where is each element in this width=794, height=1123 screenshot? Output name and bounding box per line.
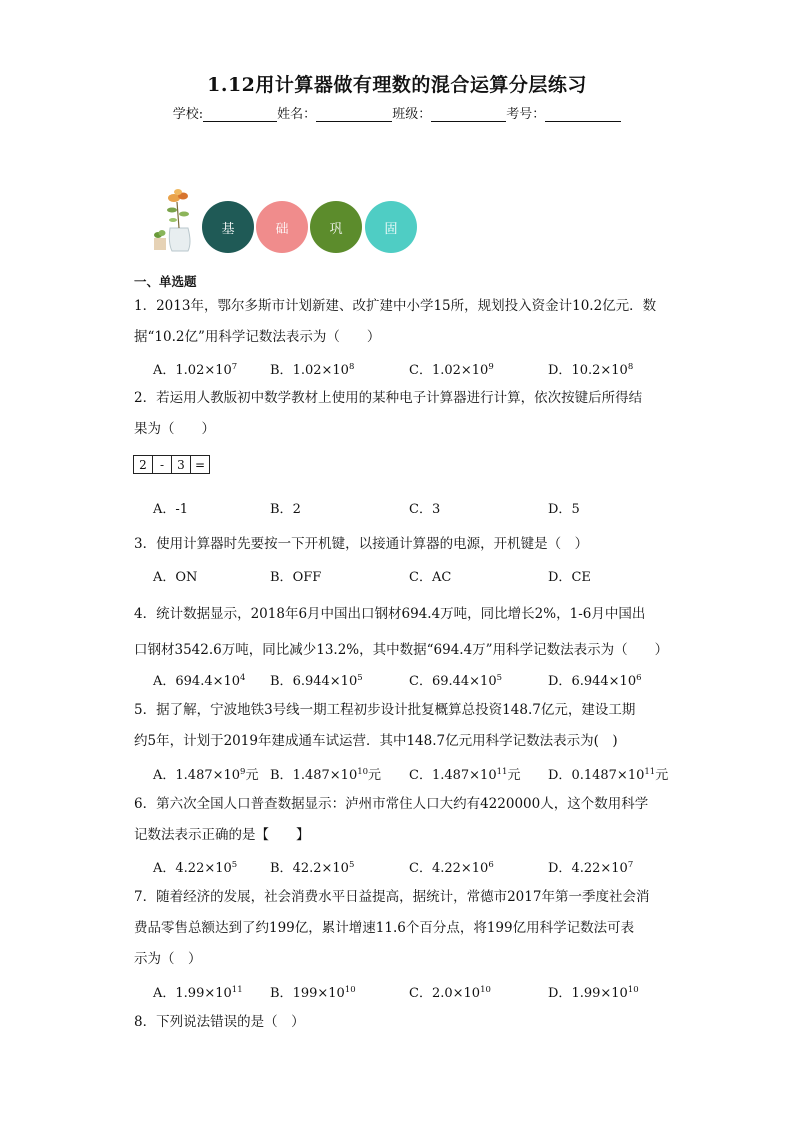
question-1: [134, 291, 664, 353]
question-7-options: [153, 982, 673, 1002]
option-b[interactable]: B．2: [270, 502, 301, 517]
banner-circle-gu: 固: [365, 201, 417, 253]
question-3: [134, 529, 664, 560]
option-c[interactable]: C．$4.22\times 10^6$: [409, 860, 494, 876]
question-5: [134, 695, 664, 757]
question-line: 6．第六次全国人口普查数据显示：泸州市常住人口大约有4220000人，这个数用科学: [134, 796, 649, 812]
option-c[interactable]: C．$1.487\times 10^{11}$元: [409, 767, 521, 783]
option-a[interactable]: A．$1.487\times 10^9$元: [153, 767, 259, 783]
field-name-blank[interactable]: [316, 107, 392, 122]
question-4-options: [153, 670, 673, 690]
option-a[interactable]: A．$4.22\times 10^5$: [153, 860, 238, 876]
question-line: 4．统计数据显示，2018年6月中国出口钢材694.4万吨，同比增长2%，1-6月中国出: [134, 606, 646, 622]
option-b[interactable]: B．$6.944\times 10^5$: [270, 673, 363, 689]
option-c[interactable]: C．$2.0\times 10^{10}$: [409, 985, 491, 1001]
question-line: 1．2013年，鄂尔多斯市计划新建、改扩建中小学15所，规划投入资金计10.2亿元．数: [134, 298, 657, 314]
calculator-key: 2: [133, 455, 153, 474]
option-c[interactable]: C．$69.44\times 10^5$: [409, 673, 503, 689]
option-c[interactable]: C．3: [409, 502, 441, 517]
question-5-options: [153, 764, 673, 784]
calculator-key: =: [190, 455, 210, 474]
question-4: [134, 596, 669, 668]
question-line: 记数法表示正确的是【 】: [134, 827, 310, 843]
question-line: 费品零售总额达到了约199亿，累计增速11.6个百分点，将199亿用科学记数法可表: [134, 920, 635, 936]
field-school-label: 学校:: [172, 107, 204, 122]
question-8: [134, 1007, 664, 1038]
question-line: 约5年，计划于2019年建成通车试运营．其中148.7亿元用科学记数法表示为( ): [134, 733, 618, 749]
option-a[interactable]: A．$1.99\times 10^{11}$: [153, 985, 243, 1001]
field-class-blank[interactable]: [431, 107, 506, 122]
question-6-options: [153, 857, 673, 877]
option-d[interactable]: D．$1.99\times 10^{10}$: [548, 985, 639, 1001]
question-2: [134, 383, 664, 445]
option-d[interactable]: D．$10.2\times 10^8$: [548, 362, 634, 378]
student-info-line: [0, 103, 794, 122]
option-b[interactable]: B．$1.02\times 10^8$: [270, 362, 355, 378]
option-d[interactable]: D．$6.944\times 10^6$: [548, 673, 642, 689]
option-c[interactable]: C．$1.02\times 10^9$: [409, 362, 494, 378]
option-a[interactable]: A．ON: [153, 570, 198, 585]
option-a[interactable]: A．-1: [153, 502, 189, 517]
question-line: 5．据了解，宁波地铁3号线一期工程初步设计批复概算总投资148.7亿元，建设工期: [134, 702, 636, 718]
option-c[interactable]: C．AC: [409, 570, 452, 585]
option-b[interactable]: B．$1.487\times 10^{10}$元: [270, 767, 382, 783]
page-title: 1.12用计算器做有理数的混合运算分层练习: [207, 74, 587, 96]
question-line: 口钢材3542.6万吨，同比减少13.2%，其中数据“694.4万”用科学记数法表示为（ ）: [134, 642, 669, 658]
potted-plant-icon: [150, 188, 196, 254]
field-school-blank[interactable]: [203, 107, 277, 122]
question-line: 示为（ ）: [134, 951, 202, 967]
option-b[interactable]: B．OFF: [270, 570, 322, 585]
banner-circle-ji: 基: [202, 201, 254, 253]
question-line: 据“10.2亿”用科学记数法表示为（ ）: [134, 329, 381, 345]
calculator-key: -: [152, 455, 172, 474]
field-exam-no-blank[interactable]: [545, 107, 621, 122]
question-6: [134, 789, 664, 851]
question-line: 2．若运用人教版初中数学教材上使用的某种电子计算器进行计算，依次按键后所得结: [134, 390, 643, 406]
option-b[interactable]: B．$42.2\times 10^5$: [270, 860, 355, 876]
option-a[interactable]: A．$694.4\times 10^4$: [153, 673, 246, 689]
option-a[interactable]: A．$1.02\times 10^7$: [153, 362, 238, 378]
field-name-label: 姓名：: [277, 107, 317, 122]
question-3-options: [153, 566, 673, 586]
question-line: 3．使用计算器时先要按一下开机键，以接通计算器的电源，开机键是（ ）: [134, 536, 589, 552]
field-class-label: 班级：: [392, 107, 432, 122]
option-d[interactable]: D．$4.22\times 10^7$: [548, 860, 634, 876]
option-b[interactable]: B．$199\times 10^{10}$: [270, 985, 356, 1001]
question-line: 8．下列说法错误的是（ ）: [134, 1014, 305, 1030]
question-7: [134, 882, 664, 975]
calculator-key: 3: [171, 455, 191, 474]
banner-circle-gong: 巩: [310, 201, 362, 253]
calculator-key-sequence: [133, 455, 209, 474]
question-line: 7．随着经济的发展，社会消费水平日益提高，据统计，常德市2017年第一季度社会消: [134, 889, 650, 905]
question-line: 果为（ ）: [134, 421, 215, 437]
option-d[interactable]: D．5: [548, 502, 580, 517]
field-exam-no-label: 考号：: [506, 107, 546, 122]
question-1-options: [153, 359, 673, 379]
question-2-options: [153, 498, 673, 518]
option-d[interactable]: D．CE: [548, 570, 591, 585]
banner-circle-chu: 础: [256, 201, 308, 253]
section-title: 一、单选题: [134, 274, 197, 289]
option-d[interactable]: D．$0.1487\times 10^{11}$元: [548, 767, 669, 783]
